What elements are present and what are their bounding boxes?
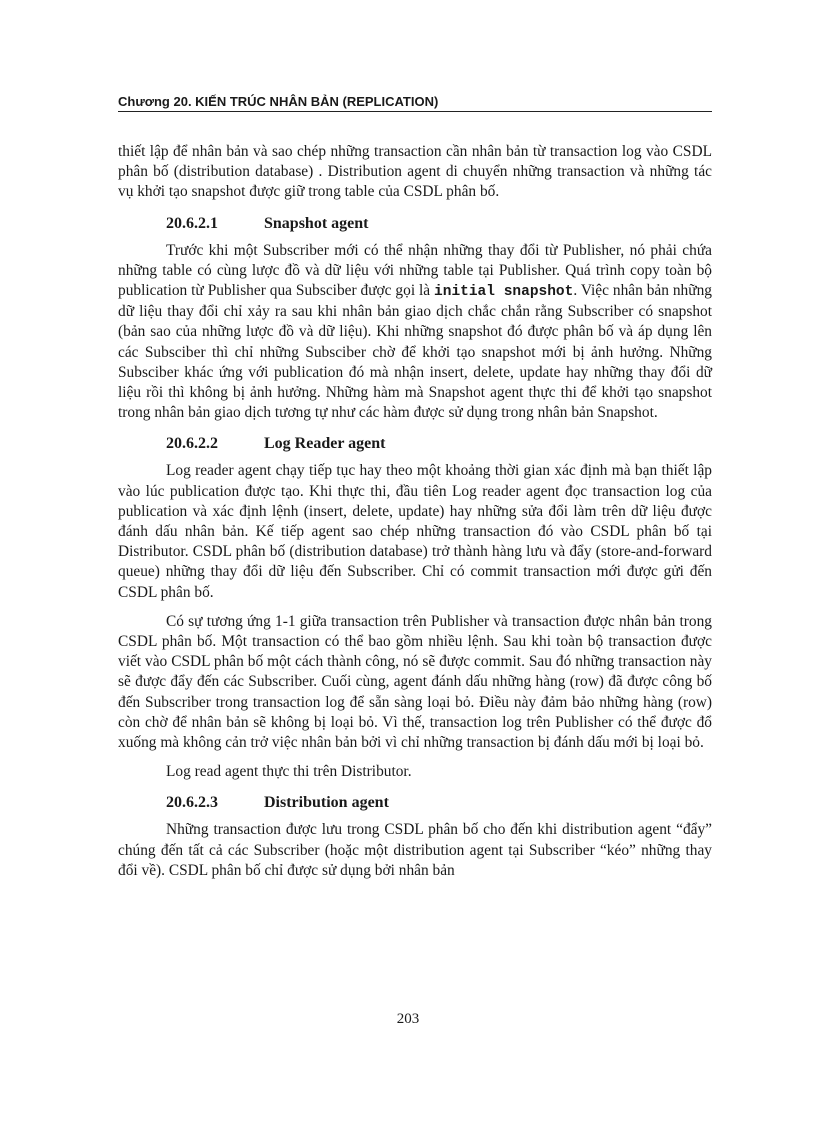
log-reader-paragraph-1: Log reader agent chạy tiếp tục hay theo một khoảng thời gian xác định mà bạn thiết lập vào lúc publication được tạo. Khi thực thi, đầu tiên Log reader agent đọc transaction log của publication và xác định lệnh (insert, delete, update) hay những sửa đổi làm trên dữ liệu được đánh dấu nhân bản. Kế tiếp agent sao chép những transaction đó vào CSDL phân bố tại Distributor. CSDL phân bố (distribution database) trở thành hàng lưu và đẩy (store-and-forward queue) những thay đổi dữ liệu đến Subscriber. Chỉ có commit transaction mới được gửi đến CSDL phân bố. <box>118 462 712 601</box>
section-title: Snapshot agent <box>264 214 369 232</box>
log-reader-paragraph-3: Log read agent thực thi trên Distributor. <box>166 763 412 781</box>
page-number: 203 <box>396 1011 420 1027</box>
section-number: 20.6.2.2 <box>166 435 218 453</box>
term-initial-snapshot: initial snapshot <box>434 284 574 301</box>
log-reader-paragraph-2: Có sự tương ứng 1-1 giữa transaction trên Publisher và transaction được nhân bản trong CSDL phân bố. Một transaction có thể bao gồm nhiều lệnh. Sau khi toàn bộ transaction được viết vào CSDL phân bố một cách thành công, nó sẽ được commit. Sau đó những transaction này sẽ được đẩy đến các Subscriber. Cuối cùng, agent đánh dấu những hàng (row) đã được công bố đến Subscriber trong transaction log để sẵn sàng loại bỏ. Điều này đảm bảo những hàng (row) còn chờ để nhân bản sẽ không bị loại bỏ. Vì thế, transaction log trên Publisher có thể được đổ xuống mà không cản trở việc nhân bản bởi vì chỉ những transaction bị đánh dấu mới bị loại bỏ. <box>118 612 712 752</box>
section-title: Log Reader agent <box>264 435 386 453</box>
section-heading-distribution-agent <box>166 793 712 813</box>
section-number: 20.6.2.3 <box>166 794 218 812</box>
page-body <box>118 142 712 881</box>
section-number: 20.6.2.1 <box>166 214 218 232</box>
section-heading-log-reader-agent <box>166 434 712 454</box>
section-title: Distribution agent <box>264 794 389 812</box>
distribution-agent-paragraph: Những transaction được lưu trong CSDL phân bố cho đến khi distribution agent “đẩy” chúng đến tất cả các Subscriber (hoặc một distribution agent tại Subscriber “kéo” những thay đổi về). CSDL phân bố chỉ được sử dụng bởi nhân bản <box>118 821 712 879</box>
paragraph-text: . Việc nhân bản những dữ liệu thay đổi chỉ xảy ra sau khi nhân bản giao dịch chắc chắn rằng Subscriber có snapshot (bản sao của những lược đồ và dữ liệu). Khi những snapshot đó được phân bố và áp dụng lên các Subsciber thì chỉ những Subsciber chờ để khởi tạo snapshot mới bị ảnh hưởng. Những Subsciber khác ứng với publication đó mà nhận insert, delete, update hay những thay đổi dữ liệu rồi thì không bị ảnh hưởng. Những hàm mà Snapshot agent thực thi để khởi tạo snapshot trong nhân bản giao dịch tương tự như các hàm được sử dụng trong nhân bản Snapshot. <box>118 282 712 422</box>
paragraph-text: Trước khi một Subscriber mới có thể nhận những thay đổi từ Publisher, nó phải chứa những table có cùng lược đồ và dữ liệu với những table tại Publisher. Quá trình copy toàn bộ publication từ Publisher qua Subsciber được gọi là <box>118 241 712 300</box>
chapter-header: Chương 20. KIẾN TRÚC NHÂN BẢN (REPLICATION) <box>118 94 712 112</box>
section-heading-snapshot-agent <box>166 214 712 234</box>
intro-paragraph: thiết lập để nhân bản và sao chép những transaction cần nhân bản từ transaction log vào CSDL phân bố (distribution database) . Distribution agent di chuyển những transaction và những tác vụ khởi tạo snapshot được giữ trong table của CSDL phân bố. <box>118 143 712 201</box>
snapshot-agent-paragraph <box>118 241 712 424</box>
